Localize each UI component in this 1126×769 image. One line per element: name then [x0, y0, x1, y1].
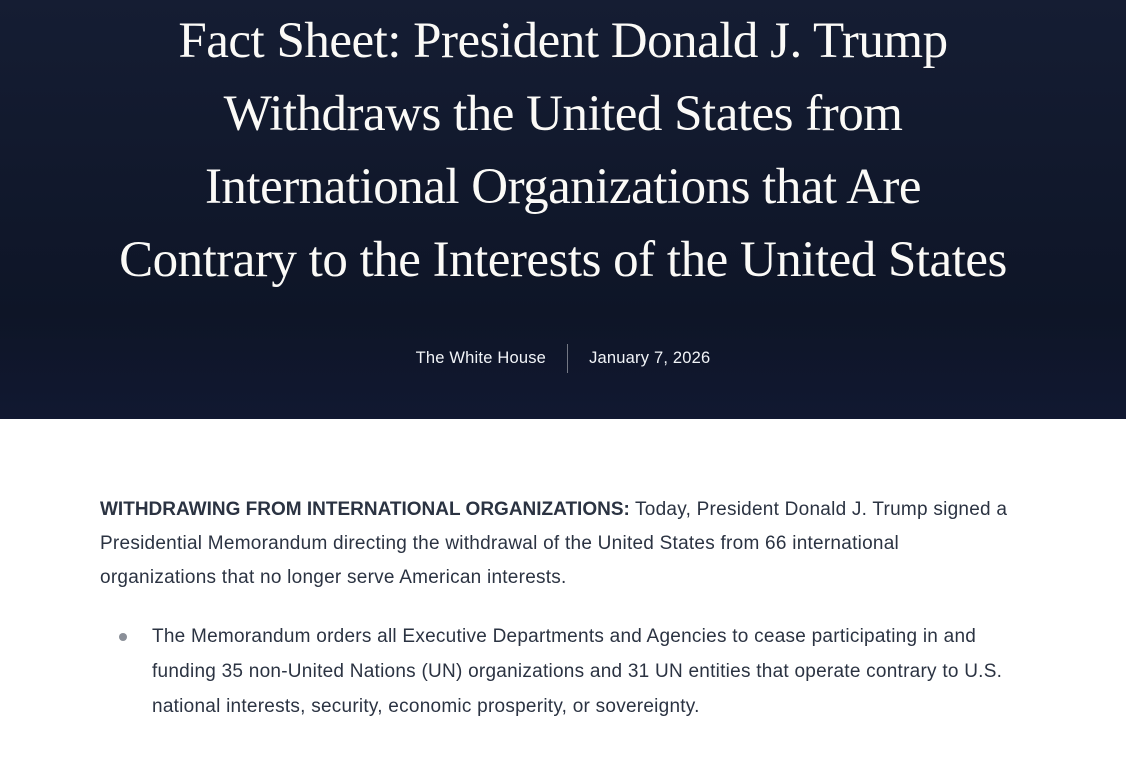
meta-divider: [567, 344, 568, 373]
article-meta: [0, 344, 1126, 373]
page-title-line-1: Fact Sheet: President Donald J. Trump: [178, 13, 948, 69]
page-title-line-2: Withdraws the United States from: [223, 86, 903, 142]
page-title-line-4: Contrary to the Interests of the United States: [119, 232, 1007, 288]
bullet-icon: [119, 633, 127, 641]
publish-date: January 7, 2026: [589, 349, 711, 367]
lead-paragraph: [100, 493, 1012, 595]
list-item: [100, 619, 1012, 724]
source-label[interactable]: The White House: [415, 349, 547, 367]
lead-paragraph-heading: WITHDRAWING FROM INTERNATIONAL ORGANIZATIONS:: [100, 499, 630, 520]
page-title: [0, 0, 1126, 297]
list-item-text: The Memorandum orders all Executive Departments and Agencies to cease participating in and funding 35 non-United Nations (UN) organizations and 31 UN entities that operate contrary to U.S. national interests, security, economic prosperity, or sovereignty.: [152, 626, 1003, 717]
article-body: [0, 419, 1126, 724]
bullet-list: [100, 619, 1012, 724]
page-title-line-3: International Organizations that Are: [204, 159, 922, 215]
lead-paragraph-text: Today, President Donald J. Trump signed a Presidential Memorandum directing the withdrawal of the United States from 66 international organizations that no longer serve American interests.: [100, 499, 1008, 588]
